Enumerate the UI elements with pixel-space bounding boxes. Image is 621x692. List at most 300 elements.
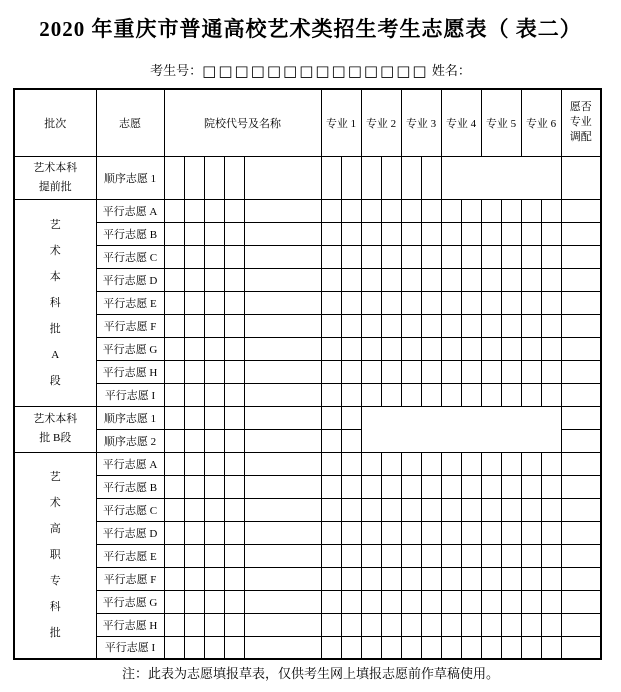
school-code-box: [164, 245, 184, 268]
school-code-box: [204, 544, 224, 567]
major-code-box: [341, 337, 361, 360]
choice-label-cell: 平行志愿 H: [96, 360, 164, 383]
school-name-cell: [244, 268, 321, 291]
major-code-box: [341, 314, 361, 337]
batch-cell-line: 艺术本科: [33, 413, 78, 425]
major-code-box: [521, 613, 541, 636]
major-code-box: [321, 222, 341, 245]
school-name-cell: [244, 590, 321, 613]
batch-cell-line: 高: [49, 523, 61, 536]
major-code-box: [481, 314, 501, 337]
major-code-box: [441, 567, 461, 590]
major-code-box: [321, 590, 341, 613]
major-code-box: [441, 222, 461, 245]
school-code-box: [204, 636, 224, 659]
major-code-box: [461, 360, 481, 383]
major-code-box: [361, 337, 381, 360]
major-code-box: [361, 268, 381, 291]
school-code-box: [184, 567, 204, 590]
major-code-box: [401, 268, 421, 291]
major-code-box: [481, 268, 501, 291]
major-code-box: [381, 521, 401, 544]
school-code-box: [184, 199, 204, 222]
major-code-box: [461, 337, 481, 360]
school-code-box: [184, 429, 204, 452]
school-name-cell: [244, 498, 321, 521]
adjust-cell: [561, 314, 601, 337]
major-code-box: [421, 337, 441, 360]
major-code-box: [401, 360, 421, 383]
major-code-box: [481, 636, 501, 659]
adjust-cell: [561, 199, 601, 222]
school-code-box: [184, 337, 204, 360]
school-code-box: [204, 383, 224, 406]
major-code-box: [401, 314, 421, 337]
school-code-box: [184, 383, 204, 406]
choice-label-cell: 平行志愿 F: [96, 567, 164, 590]
major-code-box: [461, 452, 481, 475]
major-code-box: [321, 406, 341, 429]
major-code-box: [441, 452, 461, 475]
batch-cell-line: 科: [49, 296, 61, 309]
school-code-box: [204, 567, 224, 590]
major-code-box: [481, 567, 501, 590]
major-code-box: [521, 383, 541, 406]
major-code-box: [481, 199, 501, 222]
choice-label-cell: 顺序志愿 1: [96, 406, 164, 429]
major-code-box: [441, 360, 461, 383]
header-cell-major-2: 专业 2: [361, 89, 401, 156]
major-code-box: [541, 590, 561, 613]
school-code-box: [164, 406, 184, 429]
adjust-cell: [561, 567, 601, 590]
major-code-box: [421, 245, 441, 268]
school-code-box: [164, 452, 184, 475]
major-code-box: [341, 268, 361, 291]
major-code-box: [321, 156, 341, 199]
major-code-box: [461, 590, 481, 613]
major-code-box: [341, 245, 361, 268]
major-code-box: [521, 245, 541, 268]
major-code-box: [481, 337, 501, 360]
school-name-cell: [244, 291, 321, 314]
major-code-box: [321, 291, 341, 314]
school-code-box: [164, 636, 184, 659]
major-code-box: [461, 613, 481, 636]
major-code-box: [401, 199, 421, 222]
batch-cell: [14, 156, 96, 199]
major-code-box: [441, 383, 461, 406]
major-code-box: [321, 245, 341, 268]
major-code-box: [381, 222, 401, 245]
major-code-box: [501, 590, 521, 613]
major-code-box: [461, 199, 481, 222]
major-code-box: [541, 636, 561, 659]
major-code-box: [341, 291, 361, 314]
batch-cell-line: 专: [49, 575, 61, 588]
header-cell-major-3: 专业 3: [401, 89, 441, 156]
major-code-box: [341, 406, 361, 429]
batch-cell: [14, 452, 96, 659]
school-code-box: [204, 452, 224, 475]
major-code-box: [441, 475, 461, 498]
major-code-box: [521, 222, 541, 245]
major-code-box: [501, 498, 521, 521]
header-cell-major-4: 专业 4: [441, 89, 481, 156]
choice-label-cell: 平行志愿 G: [96, 590, 164, 613]
school-code-box: [224, 360, 244, 383]
major-code-box: [441, 337, 461, 360]
school-code-box: [184, 475, 204, 498]
major-code-box: [381, 544, 401, 567]
major-code-box: [461, 544, 481, 567]
adjust-cell: [561, 156, 601, 199]
school-code-box: [204, 613, 224, 636]
blank-merged-cell: [441, 156, 561, 199]
major-code-box: [441, 544, 461, 567]
school-code-box: [224, 314, 244, 337]
major-code-box: [461, 245, 481, 268]
major-code-box: [481, 613, 501, 636]
volunteer-table: [13, 88, 602, 660]
school-code-box: [204, 222, 224, 245]
major-code-box: [461, 314, 481, 337]
major-code-box: [481, 360, 501, 383]
major-code-box: [441, 498, 461, 521]
major-code-box: [341, 521, 361, 544]
major-code-box: [361, 544, 381, 567]
major-code-box: [421, 268, 441, 291]
school-code-box: [164, 291, 184, 314]
major-code-box: [381, 498, 401, 521]
school-code-box: [184, 544, 204, 567]
major-code-box: [321, 383, 341, 406]
major-code-box: [321, 199, 341, 222]
major-code-box: [321, 521, 341, 544]
major-code-box: [421, 475, 441, 498]
major-code-box: [541, 337, 561, 360]
major-code-box: [481, 475, 501, 498]
school-name-cell: [244, 429, 321, 452]
major-code-box: [401, 245, 421, 268]
major-code-box: [501, 291, 521, 314]
major-code-box: [521, 337, 541, 360]
major-code-box: [341, 498, 361, 521]
school-name-cell: [244, 360, 321, 383]
major-code-box: [421, 199, 441, 222]
major-code-box: [481, 544, 501, 567]
school-name-cell: [244, 199, 321, 222]
batch-cell-line: 艺: [49, 471, 61, 484]
school-code-box: [184, 291, 204, 314]
footnote: 注：此表为志愿填报草表，仅供考生网上填报志愿前作草稿使用。: [121, 666, 499, 681]
major-code-box: [461, 268, 481, 291]
major-code-box: [321, 613, 341, 636]
school-code-box: [224, 245, 244, 268]
major-code-box: [321, 452, 341, 475]
batch-cell: [14, 406, 96, 452]
major-code-box: [441, 613, 461, 636]
school-code-box: [204, 337, 224, 360]
major-code-box: [521, 544, 541, 567]
school-code-box: [224, 268, 244, 291]
school-code-box: [164, 613, 184, 636]
major-code-box: [501, 544, 521, 567]
major-code-box: [341, 222, 361, 245]
choice-label-cell: 平行志愿 A: [96, 199, 164, 222]
school-code-box: [164, 268, 184, 291]
choice-label-cell: 平行志愿 A: [96, 452, 164, 475]
adjust-cell: [561, 498, 601, 521]
school-code-box: [204, 590, 224, 613]
header-cell-adjust-text: 愿否专业调配: [569, 101, 592, 144]
batch-cell-line: 科: [49, 601, 61, 614]
major-code-box: [521, 314, 541, 337]
school-code-box: [184, 498, 204, 521]
school-code-box: [204, 268, 224, 291]
batch-cell-line: 段: [49, 374, 61, 387]
major-code-box: [541, 222, 561, 245]
major-code-box: [421, 544, 441, 567]
adjust-cell: [561, 337, 601, 360]
major-code-box: [401, 521, 421, 544]
adjust-cell: [561, 521, 601, 544]
major-code-box: [501, 475, 521, 498]
school-name-cell: [244, 544, 321, 567]
adjust-cell: [561, 475, 601, 498]
school-name-cell: [244, 452, 321, 475]
major-code-box: [381, 383, 401, 406]
school-name-cell: [244, 383, 321, 406]
major-code-box: [481, 590, 501, 613]
major-code-box: [501, 337, 521, 360]
major-code-box: [541, 567, 561, 590]
school-code-box: [204, 245, 224, 268]
major-code-box: [321, 314, 341, 337]
major-code-box: [501, 268, 521, 291]
major-code-box: [341, 199, 361, 222]
school-code-box: [164, 567, 184, 590]
major-code-box: [381, 291, 401, 314]
school-code-box: [184, 521, 204, 544]
choice-label-cell: 平行志愿 E: [96, 291, 164, 314]
major-code-box: [421, 636, 441, 659]
major-code-box: [361, 156, 381, 199]
school-code-box: [184, 406, 204, 429]
school-name-cell: [244, 337, 321, 360]
major-code-box: [381, 199, 401, 222]
school-code-box: [164, 498, 184, 521]
major-code-box: [501, 452, 521, 475]
major-code-box: [501, 360, 521, 383]
school-code-box: [224, 544, 244, 567]
major-code-box: [421, 156, 441, 199]
school-code-box: [204, 360, 224, 383]
major-code-box: [541, 268, 561, 291]
adjust-cell: [561, 613, 601, 636]
major-code-box: [441, 521, 461, 544]
major-code-box: [441, 291, 461, 314]
school-code-box: [224, 222, 244, 245]
major-code-box: [461, 521, 481, 544]
choice-label-cell: 平行志愿 B: [96, 475, 164, 498]
major-code-box: [461, 222, 481, 245]
major-code-box: [441, 314, 461, 337]
major-code-box: [421, 590, 441, 613]
major-code-box: [541, 245, 561, 268]
major-code-box: [501, 222, 521, 245]
major-code-box: [321, 360, 341, 383]
school-name-cell: [244, 314, 321, 337]
adjust-cell: [561, 429, 601, 452]
major-code-box: [361, 475, 381, 498]
school-code-box: [164, 199, 184, 222]
school-code-box: [184, 452, 204, 475]
exam-no-boxes: □□□□□□□□□□□□□□: [202, 62, 429, 80]
school-code-box: [204, 314, 224, 337]
major-code-box: [401, 452, 421, 475]
major-code-box: [481, 452, 501, 475]
major-code-box: [501, 383, 521, 406]
major-code-box: [541, 360, 561, 383]
major-code-box: [381, 156, 401, 199]
school-code-box: [184, 360, 204, 383]
major-code-box: [401, 636, 421, 659]
major-code-box: [501, 521, 521, 544]
major-code-box: [501, 245, 521, 268]
major-code-box: [361, 590, 381, 613]
major-code-box: [381, 452, 401, 475]
batch-cell-line: 术: [49, 497, 61, 510]
school-name-cell: [244, 613, 321, 636]
header-cell-choice: 志愿: [96, 89, 164, 156]
blank-merged-cell: [361, 406, 561, 452]
major-code-box: [381, 590, 401, 613]
school-code-box: [224, 567, 244, 590]
major-code-box: [381, 475, 401, 498]
major-code-box: [401, 475, 421, 498]
school-code-box: [224, 383, 244, 406]
major-code-box: [361, 567, 381, 590]
choice-label-cell: 平行志愿 C: [96, 245, 164, 268]
major-code-box: [401, 156, 421, 199]
major-code-box: [401, 291, 421, 314]
school-code-box: [184, 156, 204, 199]
major-code-box: [321, 567, 341, 590]
adjust-cell: [561, 291, 601, 314]
school-code-box: [184, 245, 204, 268]
school-code-box: [184, 268, 204, 291]
major-code-box: [381, 567, 401, 590]
batch-cell-line: 批 B段: [39, 432, 72, 444]
choice-label-cell: 平行志愿 I: [96, 383, 164, 406]
choice-label-cell: 平行志愿 H: [96, 613, 164, 636]
batch-cell-line: 批: [49, 322, 61, 335]
major-code-box: [421, 360, 441, 383]
major-code-box: [521, 521, 541, 544]
major-code-box: [321, 429, 341, 452]
school-code-box: [164, 429, 184, 452]
major-code-box: [421, 222, 441, 245]
batch-cell: [14, 199, 96, 406]
major-code-box: [321, 544, 341, 567]
major-code-box: [381, 337, 401, 360]
major-code-box: [481, 383, 501, 406]
major-code-box: [341, 590, 361, 613]
school-code-box: [164, 475, 184, 498]
major-code-box: [381, 245, 401, 268]
header-cell-school: 院校代号及名称: [164, 89, 321, 156]
major-code-box: [341, 475, 361, 498]
adjust-cell: [561, 544, 601, 567]
major-code-box: [521, 590, 541, 613]
major-code-box: [541, 314, 561, 337]
school-code-box: [184, 613, 204, 636]
major-code-box: [341, 429, 361, 452]
exam-no-label: 考生号：: [150, 63, 203, 78]
major-code-box: [481, 521, 501, 544]
major-code-box: [361, 383, 381, 406]
school-name-cell: [244, 636, 321, 659]
batch-cell-line: A: [51, 348, 60, 361]
school-code-box: [224, 590, 244, 613]
major-code-box: [481, 498, 501, 521]
major-code-box: [361, 291, 381, 314]
school-code-box: [224, 498, 244, 521]
adjust-cell: [561, 590, 601, 613]
major-code-box: [501, 314, 521, 337]
school-code-box: [164, 156, 184, 199]
page-title: 2020 年重庆市普通高校艺术类招生考生志愿表（ 表二）: [39, 17, 582, 41]
major-code-box: [541, 291, 561, 314]
school-code-box: [184, 222, 204, 245]
school-name-cell: [244, 567, 321, 590]
school-code-box: [224, 613, 244, 636]
choice-label-cell: 平行志愿 B: [96, 222, 164, 245]
school-code-box: [224, 475, 244, 498]
major-code-box: [521, 636, 541, 659]
school-code-box: [184, 314, 204, 337]
school-code-box: [164, 314, 184, 337]
major-code-box: [441, 245, 461, 268]
major-code-box: [461, 636, 481, 659]
school-code-box: [204, 429, 224, 452]
major-code-box: [341, 636, 361, 659]
major-code-box: [421, 291, 441, 314]
school-name-cell: [244, 245, 321, 268]
major-code-box: [501, 613, 521, 636]
choice-label-cell: 平行志愿 I: [96, 636, 164, 659]
major-code-box: [541, 199, 561, 222]
major-code-box: [461, 291, 481, 314]
major-code-box: [361, 613, 381, 636]
major-code-box: [421, 452, 441, 475]
major-code-box: [361, 521, 381, 544]
choice-label-cell: 平行志愿 E: [96, 544, 164, 567]
school-code-box: [224, 291, 244, 314]
school-code-box: [204, 156, 224, 199]
major-code-box: [401, 613, 421, 636]
school-code-box: [164, 521, 184, 544]
major-code-box: [341, 360, 361, 383]
major-code-box: [321, 475, 341, 498]
major-code-box: [541, 544, 561, 567]
school-name-cell: [244, 475, 321, 498]
school-code-box: [204, 475, 224, 498]
major-code-box: [341, 544, 361, 567]
major-code-box: [381, 268, 401, 291]
major-code-box: [441, 590, 461, 613]
